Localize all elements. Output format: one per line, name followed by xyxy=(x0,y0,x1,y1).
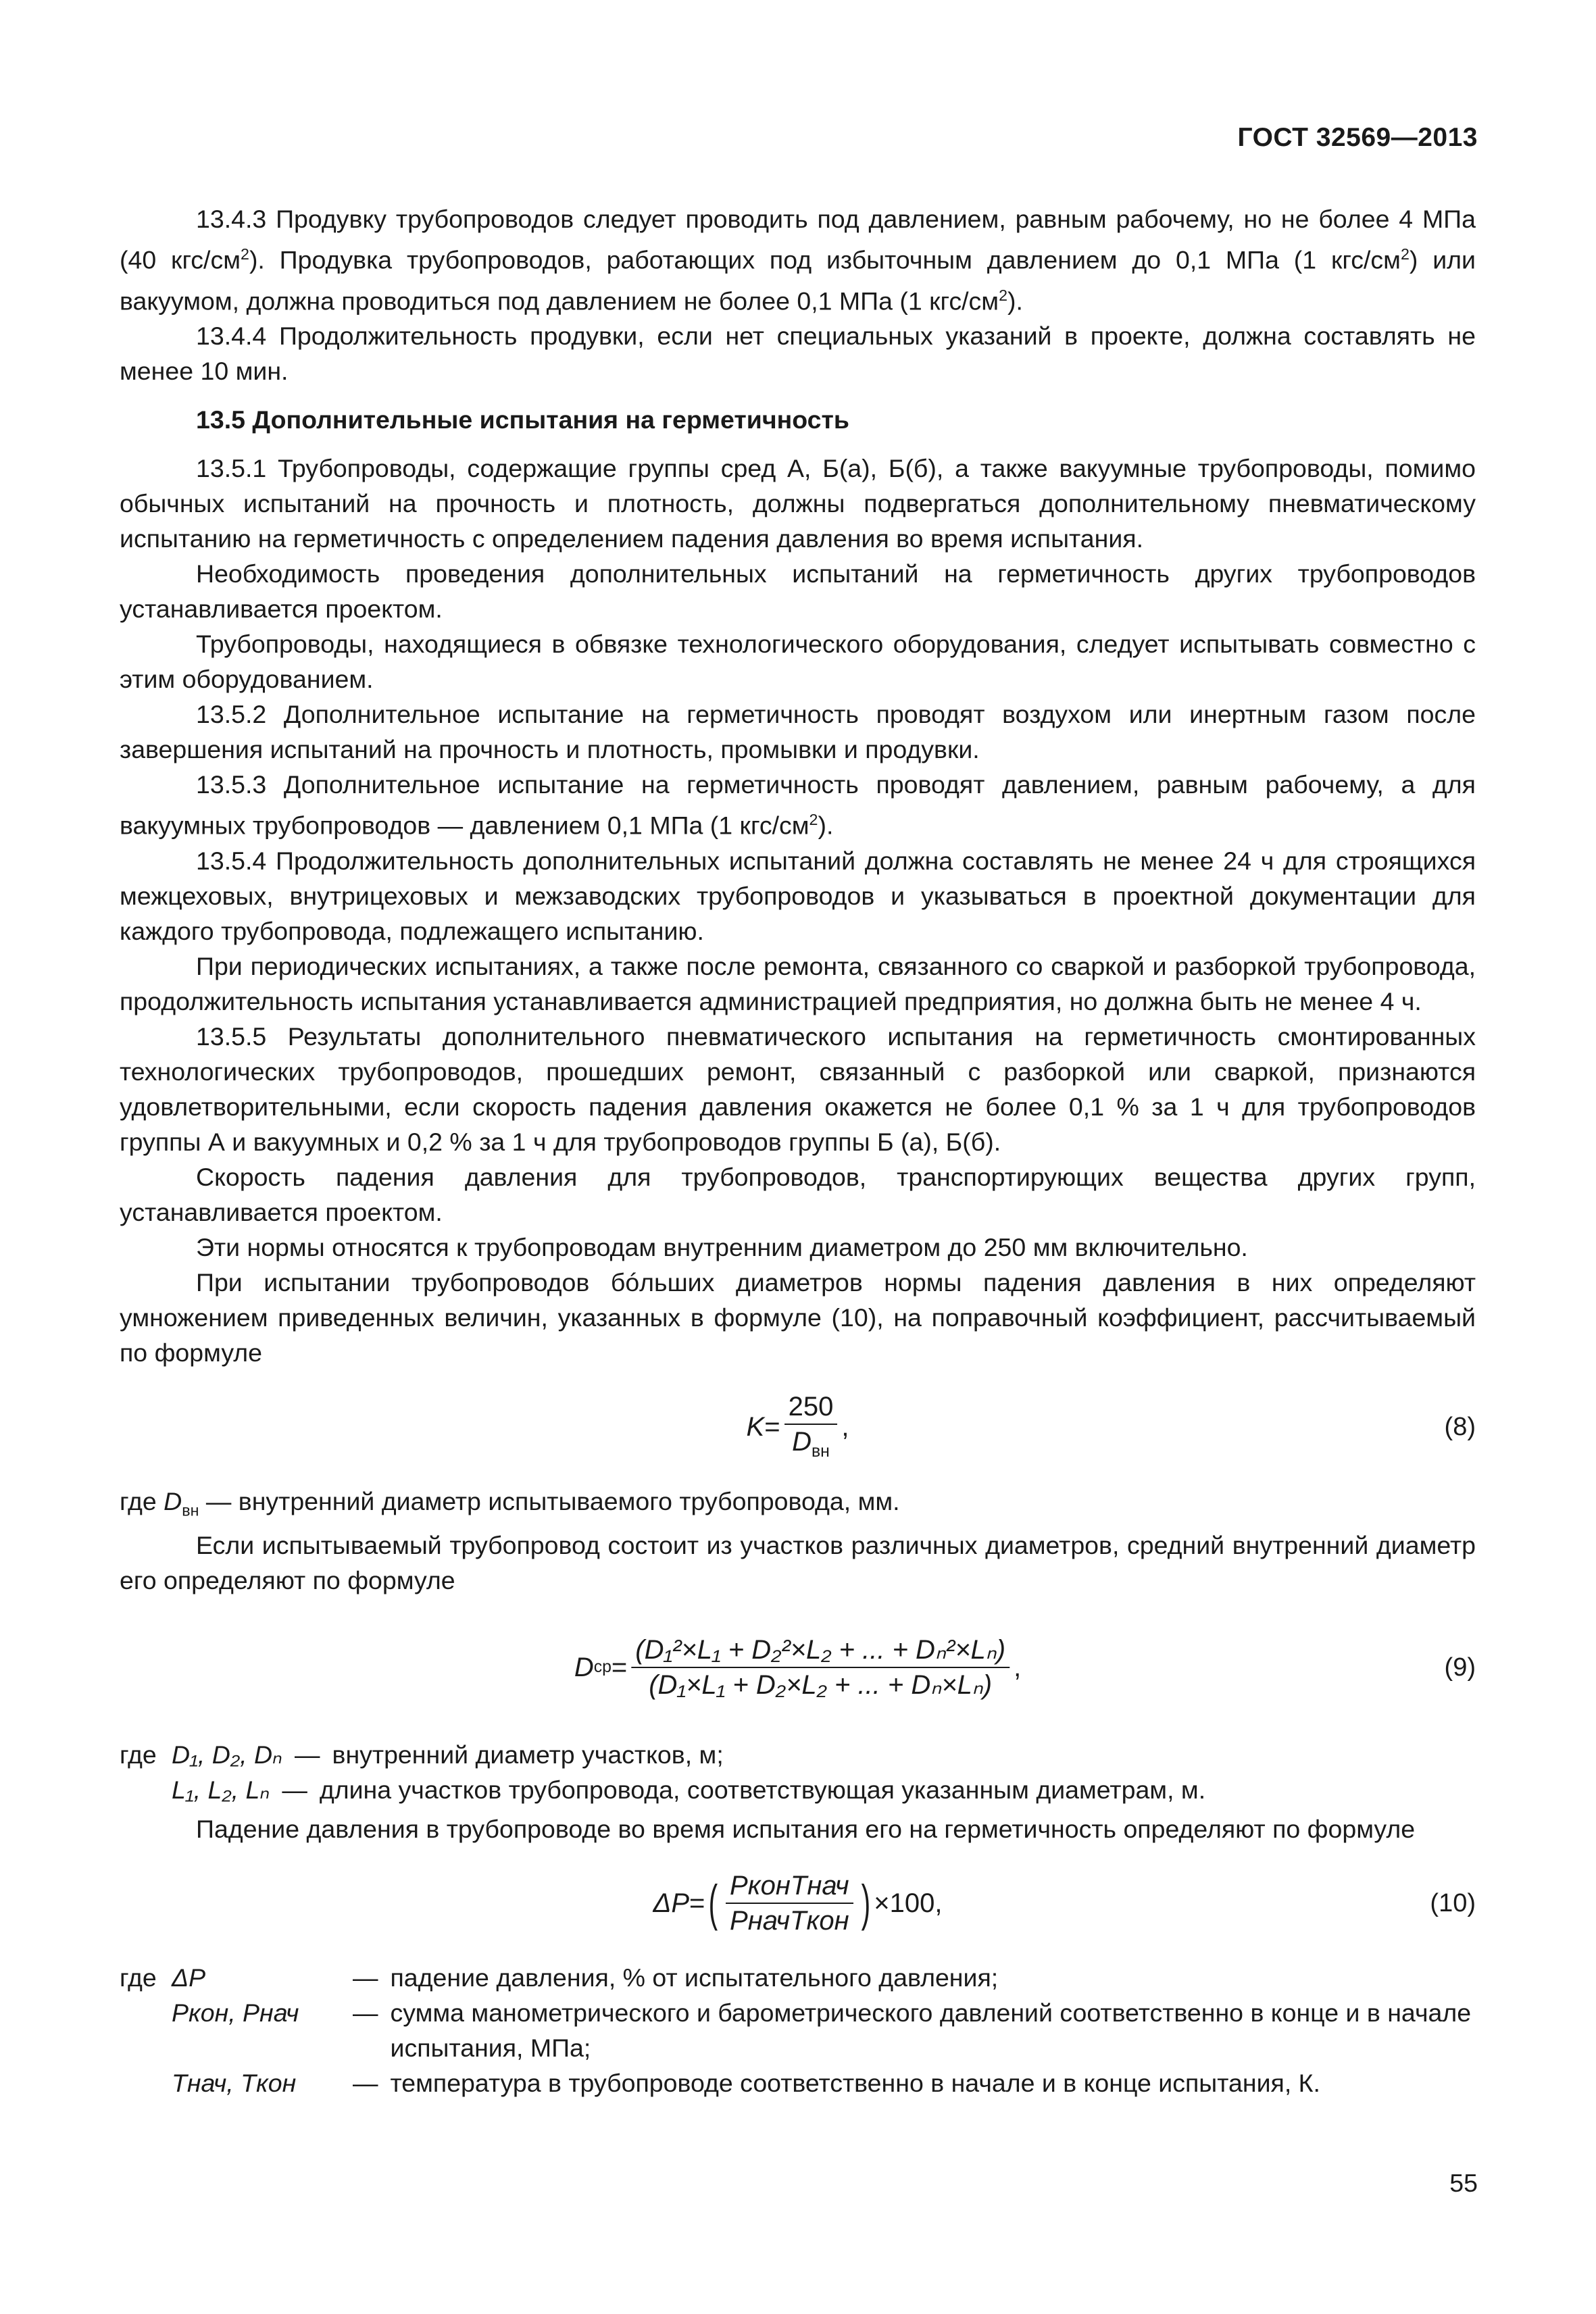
formula-10-definitions xyxy=(120,1960,1476,2101)
paragraph-13-5-1-c: Трубопроводы, находящиеся в обвязке технологического оборудования, следует испытывать совместно с этим оборудованием. xyxy=(120,630,1476,693)
paragraph-13-5-4-b: При периодических испытаниях, а также после ремонта, связанного со сваркой и разборкой трубопровода, продолжительность испытания устанавливается администрацией предприятия, но должна быть не менее 4 ч. xyxy=(120,951,1476,1015)
formula-9-definitions xyxy=(120,1737,1476,1807)
paragraph-13-5-5: 13.5.5 Результаты дополнительного пневматического испытания на герметичность смонтированных технологических трубопроводов, прошедших ремонт, связанный с разборкой или сваркой, признаются удовлетворительными, если скорость падения давления окажется не более 0,1 % за 1 ч для трубопроводов группы А и вакуумных и 0,2 % за 1 ч для трубопроводов группы Б (а), Б(б). xyxy=(120,1022,1476,1156)
definition-row: где ΔP — падение давления, % от испытательного давления; xyxy=(120,1963,999,1992)
formula-8-number: (8) xyxy=(1444,1412,1476,1441)
formula-9-fraction: $\frac{\text{(D₁²×L₁ + D₂²×L₂ + ... + Dₙ²×Lₙ)}}{\text{(D₁×L₁ + D₂×L₂ + ... + Dₙ×Lₙ)}}$ xyxy=(631,1634,1009,1701)
formula-10 xyxy=(120,1865,1476,1941)
formula-8 xyxy=(120,1389,1476,1465)
formula-9 xyxy=(120,1617,1476,1718)
formula-9-number: (9) xyxy=(1444,1653,1476,1682)
paragraph-average-diameter: Если испытываемый трубопровод состоит из участков различных диаметров, средний внутренний диаметр его определяют по формуле xyxy=(120,1531,1476,1594)
paragraph-13-5-4: 13.5.4 Продолжительность дополнительных испытаний должна составлять не менее 24 ч для строящихся межцеховых, внутрицеховых и межзаводских трубопроводов и указываться в проектной документации для каждого трубопровода, подлежащего испытанию. xyxy=(120,846,1476,945)
definition-row: Tнач, Tкон — температура в трубопроводе соответственно в начале и в конце испытания, К. xyxy=(172,2069,1320,2097)
paragraph-13-5-2: 13.5.2 Дополнительное испытание на герметичность проводят воздухом или инертным газом после завершения испытаний на прочность и плотность, промывки и продувки. xyxy=(120,700,1476,763)
definition-row: L₁, L₂, Lₙ — длина участков трубопровода, соответствующая указанным диаметрам, м. xyxy=(172,1776,1206,1804)
definition-row: Pкон, Pнач — сумма манометрического и барометрического давлений соответственно в конце и в начале испытания, МПа; xyxy=(172,1998,1472,2062)
formula-8-fraction: $\frac{250}{D_{вн}}$ xyxy=(784,1391,838,1462)
formula-8-expression: K = $\frac{250}{D_{вн}}$ , xyxy=(746,1392,849,1461)
formula-10-right-paren: ) xyxy=(861,1874,870,1931)
page-number: 55 xyxy=(1449,2169,1478,2197)
formula-10-left-paren: ( xyxy=(708,1874,718,1931)
formula-10-expression: ΔP = ( $\frac{\text{PконTнач}}{\text{PначTкон}}$ ) ×100, xyxy=(653,1871,943,1936)
paragraph-13-5-5-b: Скорость падения давления для трубопроводов, транспортирующих вещества других групп, устанавливается проектом. xyxy=(120,1162,1476,1226)
paragraph-pressure-drop: Падение давления в трубопроводе во время испытания его на герметичность определяют по формуле xyxy=(196,1815,1416,1843)
formula-10-fraction: $\frac{\text{PконTнач}}{\text{PначTкон}}$ xyxy=(726,1870,853,1936)
paragraph-13-5-1: 13.5.1 Трубопроводы, содержащие группы сред А, Б(а), Б(б), а также вакуумные трубопроводы, помимо обычных испытаний на прочность и плотность, должны подвергаться дополнительному пневматическому испытанию на герметичность с определением падения давления во время испытания. xyxy=(120,454,1476,553)
definition-dvn: где $D_{вн}$ — внутренний диаметр испытываемого трубопровода, мм. xyxy=(120,1486,900,1519)
definition-row: где D₁, D₂, Dₙ — внутренний диаметр участков, м; xyxy=(120,1740,724,1769)
paragraph-13-5-3: 13.5.3 Дополнительное испытание на герметичность проводят давлением, равным рабочему, а для вакуумных трубопроводов — давлением 0,1 МПа (1 кгс/$см^2$). xyxy=(120,770,1476,840)
formula-9-expression: D ср = $\frac{\text{(D₁²×L₁ + D₂²×L₂ + ... + Dₙ²×Lₙ)}}{\text{(D₁×L₁ + D₂×L₂ + ... + Dₙ×Lₙ)}}$ , xyxy=(574,1635,1022,1700)
paragraph-13-5-5-d: При испытании трубопроводов бóльших диаметров нормы падения давления в них определяют умножением приведенных величин, указанных в формуле (10), на поправочный коэффициент, рассчитываемый по формуле xyxy=(120,1267,1476,1367)
formula-10-number: (10) xyxy=(1430,1889,1476,1917)
document-body xyxy=(120,201,1476,2105)
paragraph-13-4-4: 13.4.4 Продолжительность продувки, если нет специальных указаний в проекте, должна составлять не менее 10 мин. xyxy=(120,322,1476,385)
paragraph-13-5-1-b: Необходимость проведения дополнительных испытаний на герметичность других трубопроводов устанавливается проектом. xyxy=(120,559,1476,623)
paragraph-13-4-3: 13.4.3 Продувку трубопроводов следует проводить под давлением, равным рабочему, но не более 4 МПа (40 кгс/$см^2$). Продувка трубопроводов, работающих под избыточным давлением до 0,1 МПа (1 кгс/$см^2$) или вакуумом, должна проводиться под давлением не более 0,1 МПа (1 кгс/$см^2$). xyxy=(120,205,1476,315)
paragraph-13-5-5-c: Эти нормы относятся к трубопроводам внутренним диаметром до 250 мм включительно. xyxy=(196,1232,1248,1261)
document-header: ГОСТ 32569—2013 xyxy=(1237,123,1478,152)
section-heading-13-5: 13.5 Дополнительные испытания на герметичность xyxy=(196,405,849,434)
